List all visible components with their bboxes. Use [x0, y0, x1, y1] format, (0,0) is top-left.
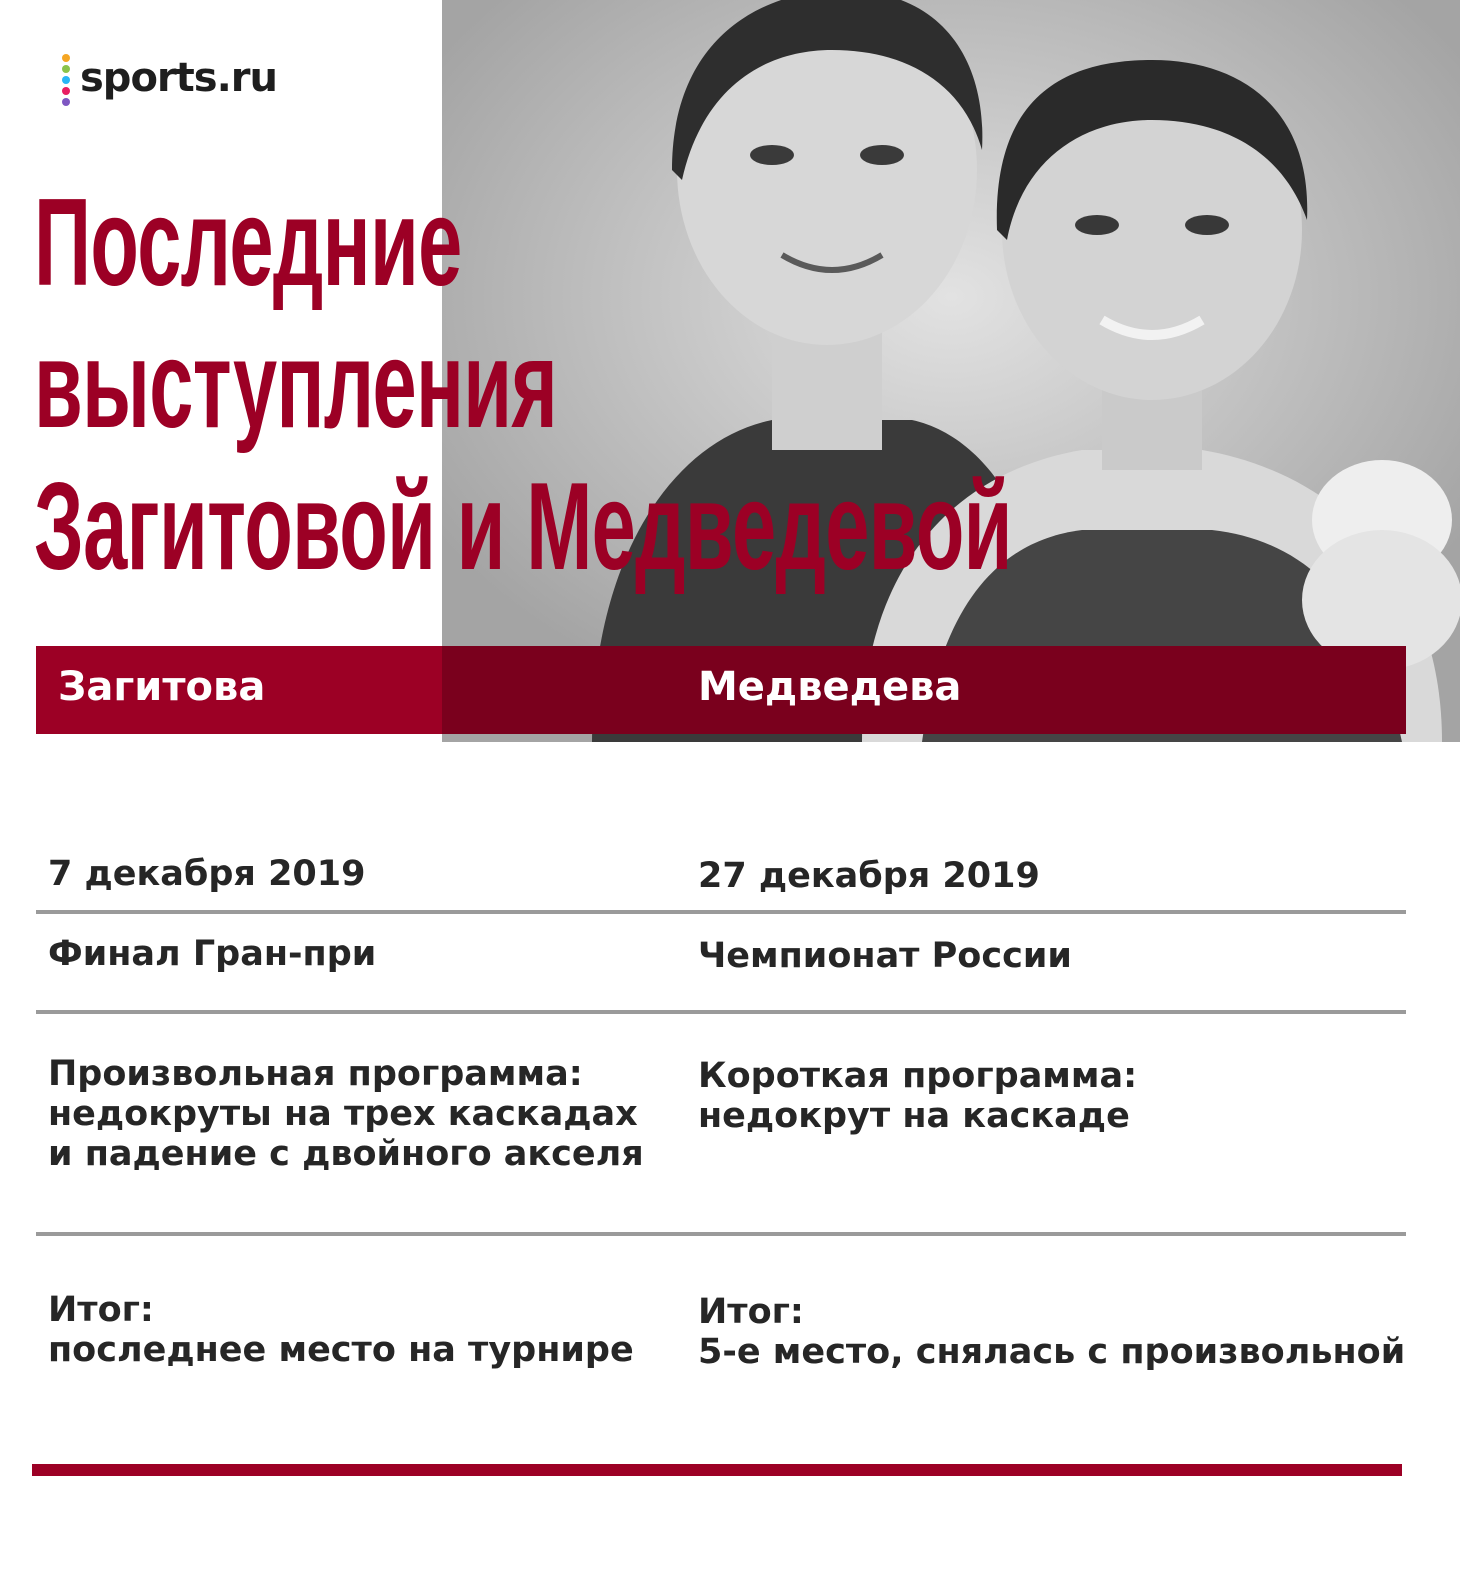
logo-text: sports.ru: [80, 55, 277, 101]
title-line-1: Последние: [34, 174, 462, 312]
title-line-3: Загитовой и Медведевой: [34, 458, 1012, 596]
column-header-medvedeva: Медведева: [698, 664, 962, 710]
column-header-zagitova: Загитова: [58, 664, 266, 710]
row-divider: [36, 910, 1406, 914]
row-result-left: Итог: последнее место на турнире: [48, 1290, 634, 1370]
row-divider: [36, 1232, 1406, 1236]
row-date-left: 7 декабря 2019: [48, 854, 366, 894]
logo-dots-icon: [60, 52, 72, 104]
row-event-left: Финал Гран-при: [48, 934, 377, 974]
row-program-right: Короткая программа: недокрут на каскаде: [698, 1056, 1138, 1136]
row-event-right: Чемпионат России: [698, 936, 1072, 976]
sports-ru-logo: [60, 50, 277, 106]
row-program-left: Произвольная программа: недокруты на трех каскадах и падение с двойного акселя: [48, 1054, 644, 1174]
page-title: [34, 172, 1012, 598]
row-divider: [36, 1010, 1406, 1014]
row-date-right: 27 декабря 2019: [698, 856, 1040, 896]
row-result-right: Итог: 5-е место, снялась с произвольной: [698, 1292, 1406, 1372]
bottom-accent-rule: [32, 1464, 1402, 1476]
title-line-2: выступления: [34, 316, 558, 454]
